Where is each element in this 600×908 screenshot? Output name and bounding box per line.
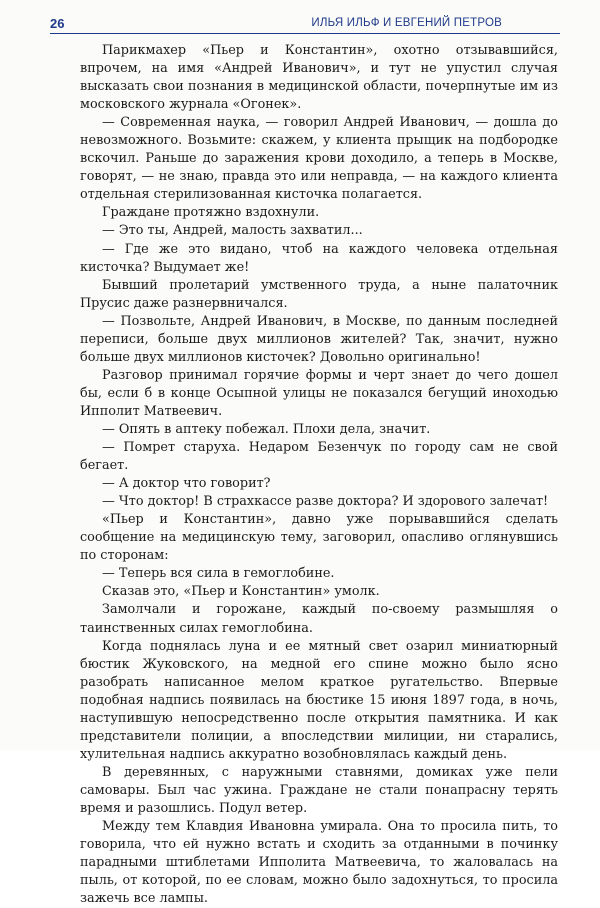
paragraph: Парикмахер «Пьер и Константин», охотно отзывавшийся, впрочем, на имя «Андрей Иванович», и тут не упустил случая высказать свои познания в медицинской области, почерпнутые им из московского журнала «Огонек». [80, 43, 558, 113]
paragraph: — Опять в аптеку побежал. Плохи дела, значит. [102, 421, 431, 437]
paragraph: Граждане протяжно вздохнули. [102, 205, 320, 221]
page-number: 26 [50, 16, 65, 31]
paragraph: Сказав это, «Пьер и Константин» умолк. [102, 584, 380, 600]
paragraph: Между тем Клавдия Ивановна умирала. Она то просила пить, то говорила, что ей нужно встать и сходить за отданными в починку парадными штиблетами Ипполита Матвеевича, то жаловалась на пыль, от которой, по ее словам, можно было задохнуться, то просила зажечь все лампы. [80, 819, 558, 907]
paragraph: Бывший пролетарий умственного труда, а ныне палаточник Прусис даже разнервничался. [80, 277, 558, 311]
paragraph: Когда поднялась луна и ее мятный свет озарил миниатюрный бюстик Жуковского, на медной его спине можно было ясно разобрать написанное мелом краткое ругательство. Впервые подобная надпись появилась на бюстике 15 июня 1897 года, в ночь, наступившую непосредственно после открытия памятника. И как представители полиции, а впоследствии милиции, ни старались, хулительная надпись аккуратно возобновлялась каждый день. [80, 638, 558, 762]
paragraph: — Позвольте, Андрей Иванович, в Москве, по данным последней переписи, больше двух миллионов жителей? Так, значит, нужно больше двух миллионов кисточек? Довольно оригинально! [80, 313, 558, 365]
paragraph: Разговор принимал горячие формы и черт знает до чего дошел бы, если б в конце Осыпной улицы не показался бегущий иноходью Ипполит Матвеевич. [80, 367, 558, 419]
paragraph: Замолчали и горожане, каждый по-своему размышляя о таинственных силах гемоглобина. [80, 602, 558, 636]
paragraph: — Это ты, Андрей, малость захватил... [102, 223, 363, 239]
paragraph: — Современная наука, — говорил Андрей Иванович, — дошла до невозможного. Возьмите: скажем, у клиента прыщик на подбородке вскочил. Раньше до заражения крови доходило, а теперь в Москве, говорят, — не знаю, правда это или неправда, — на каждого клиента отдельная стерилизованная кисточка полагается. [80, 115, 558, 203]
paragraph: — Что доктор! В страхкассе разве доктора? И здорового залечат! [102, 494, 549, 510]
paragraph: — Теперь вся сила в гемоглобине. [102, 566, 335, 582]
header-rule [50, 33, 560, 34]
paragraph: — А доктор что говорит? [102, 476, 271, 492]
paragraph: — Помрет старуха. Недаром Безенчук по городу сам не свой бегает. [80, 440, 558, 474]
paragraph: — Где же это видано, чтоб на каждого человека отдельная кисточка? Выдумает же! [80, 241, 558, 275]
running-head: ИЛЬЯ ИЛЬФ И ЕВГЕНИЙ ПЕТРОВ [311, 17, 502, 29]
page-header [50, 14, 560, 34]
paragraph: «Пьер и Константин», давно уже порывавшийся сделать сообщение на медицинскую тему, заговорил, опасливо оглянувшись по сторонам: [80, 512, 558, 564]
paragraph: В деревянных, с наружными ставнями, домиках уже пели самовары. Был час ужина. Граждане не стали понапрасну терять время и разошлись. Подул ветер. [80, 764, 558, 816]
body-text [80, 42, 558, 908]
